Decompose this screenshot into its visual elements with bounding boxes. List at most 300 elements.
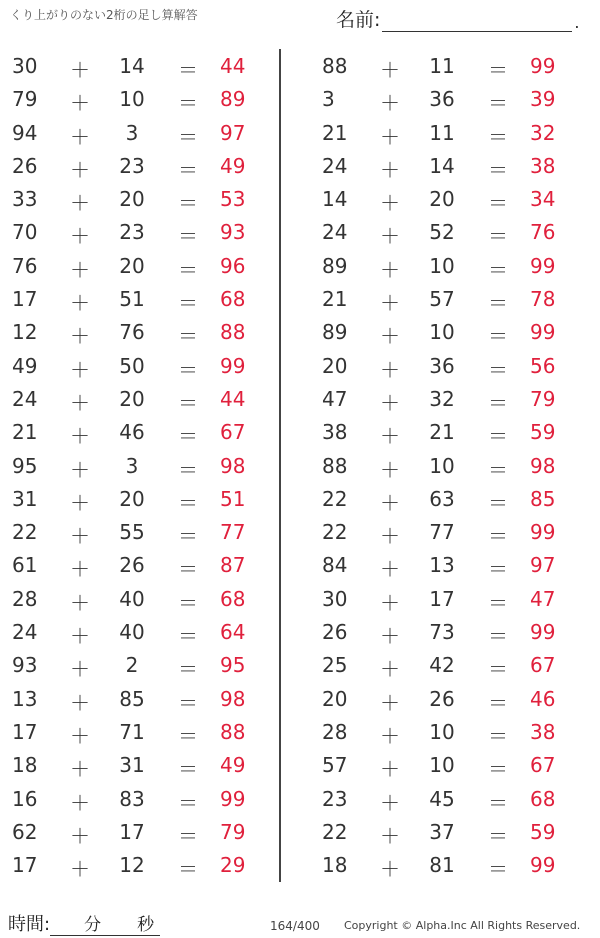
addend-a: 17 [12, 719, 38, 744]
problem-row [310, 83, 590, 116]
addend-a: 76 [12, 253, 38, 278]
answer: 44 [220, 54, 246, 78]
problem-row [0, 416, 280, 449]
answer: 47 [530, 586, 556, 611]
answer: 67 [530, 653, 556, 678]
addend-a: 21 [12, 420, 38, 445]
addend-a: 95 [12, 453, 38, 478]
problem-row [310, 183, 590, 216]
answer: 85 [530, 486, 556, 511]
addend-a: 28 [322, 719, 348, 744]
plus-sign: ＋ [70, 191, 90, 216]
addend-b: 21 [429, 420, 455, 445]
plus-sign: ＋ [70, 557, 90, 582]
addend-b: 37 [429, 819, 455, 844]
answer: 56 [530, 353, 556, 378]
time-label: 時間: [8, 914, 51, 935]
answer: 68 [220, 586, 246, 611]
addend-b: 20 [119, 486, 145, 511]
plus-sign: ＋ [70, 723, 90, 748]
answer: 99 [220, 353, 246, 378]
addend-a: 22 [322, 520, 348, 545]
addend-a: 24 [322, 153, 348, 178]
answer: 29 [220, 853, 246, 878]
plus-sign: ＋ [380, 457, 400, 482]
left-problem-column [0, 50, 280, 882]
addend-a: 33 [12, 187, 38, 212]
addend-b: 83 [119, 786, 145, 811]
addend-b: 11 [429, 54, 455, 78]
addend-b: 55 [119, 520, 145, 545]
plus-sign: ＋ [70, 124, 90, 149]
addend-b: 50 [119, 353, 145, 378]
addend-b: 20 [119, 386, 145, 411]
addend-a: 62 [12, 819, 38, 844]
time-field [8, 910, 160, 936]
problem-row [310, 50, 590, 83]
answer: 88 [220, 320, 246, 345]
answer: 34 [530, 187, 556, 212]
plus-sign: ＋ [380, 91, 400, 116]
addend-b: 3 [125, 120, 139, 145]
answer: 89 [220, 87, 246, 112]
addend-a: 47 [322, 386, 348, 411]
plus-sign: ＋ [70, 424, 90, 449]
answer: 59 [530, 819, 556, 844]
problem-row [0, 816, 280, 849]
equals-sign: ＝ [178, 390, 198, 415]
addend-a: 12 [12, 320, 38, 345]
equals-sign: ＝ [178, 757, 198, 782]
addend-a: 22 [322, 819, 348, 844]
addend-a: 20 [322, 686, 348, 711]
addend-a: 38 [322, 420, 348, 445]
equals-sign: ＝ [488, 357, 508, 382]
answer: 39 [530, 87, 556, 112]
worksheet-title: くり上がりのない2桁の足し算解答 [10, 8, 198, 22]
equals-sign: ＝ [178, 324, 198, 349]
addend-a: 23 [322, 786, 348, 811]
problem-row [310, 783, 590, 816]
answer: 59 [530, 420, 556, 445]
answer: 51 [220, 486, 246, 511]
plus-sign: ＋ [380, 624, 400, 649]
equals-sign: ＝ [178, 624, 198, 649]
plus-sign: ＋ [70, 390, 90, 415]
answer: 68 [530, 786, 556, 811]
problem-row [0, 316, 280, 349]
equals-sign: ＝ [488, 424, 508, 449]
addend-b: 31 [119, 753, 145, 778]
addend-b: 51 [119, 287, 145, 312]
problem-row [0, 616, 280, 649]
name-blank-line [382, 11, 572, 32]
problem-row [310, 316, 590, 349]
addend-a: 94 [12, 120, 38, 145]
problem-row [310, 683, 590, 716]
plus-sign: ＋ [70, 690, 90, 715]
plus-sign: ＋ [70, 490, 90, 515]
plus-sign: ＋ [70, 357, 90, 382]
answer: 97 [530, 553, 556, 578]
problem-row [310, 549, 590, 582]
equals-sign: ＝ [488, 857, 508, 882]
addend-b: 73 [429, 620, 455, 645]
equals-sign: ＝ [488, 624, 508, 649]
equals-sign: ＝ [178, 91, 198, 116]
addend-a: 21 [322, 287, 348, 312]
addend-a: 89 [322, 253, 348, 278]
answer: 44 [220, 386, 246, 411]
plus-sign: ＋ [380, 723, 400, 748]
addend-a: 26 [322, 620, 348, 645]
answer: 32 [530, 120, 556, 145]
problem-row [0, 483, 280, 516]
equals-sign: ＝ [488, 590, 508, 615]
equals-sign: ＝ [178, 590, 198, 615]
problem-row [310, 483, 590, 516]
answer: 49 [220, 753, 246, 778]
problem-row [310, 516, 590, 549]
addend-a: 22 [322, 486, 348, 511]
equals-sign: ＝ [488, 224, 508, 249]
addend-a: 26 [12, 153, 38, 178]
plus-sign: ＋ [70, 524, 90, 549]
plus-sign: ＋ [70, 757, 90, 782]
addend-a: 24 [12, 620, 38, 645]
answer: 95 [220, 653, 246, 678]
addend-a: 21 [322, 120, 348, 145]
equals-sign: ＝ [178, 657, 198, 682]
addend-a: 49 [12, 353, 38, 378]
answer: 99 [220, 786, 246, 811]
answer: 99 [530, 853, 556, 878]
addend-b: 11 [429, 120, 455, 145]
addend-a: 89 [322, 320, 348, 345]
equals-sign: ＝ [178, 191, 198, 216]
plus-sign: ＋ [70, 457, 90, 482]
addend-a: 30 [322, 586, 348, 611]
equals-sign: ＝ [488, 291, 508, 316]
equals-sign: ＝ [488, 657, 508, 682]
addend-b: 71 [119, 719, 145, 744]
answer: 79 [530, 386, 556, 411]
problem-row [0, 649, 280, 682]
problem-row [0, 350, 280, 383]
equals-sign: ＝ [178, 857, 198, 882]
plus-sign: ＋ [380, 257, 400, 282]
addend-a: 61 [12, 553, 38, 578]
problem-row [310, 216, 590, 249]
plus-sign: ＋ [380, 324, 400, 349]
addend-a: 17 [12, 287, 38, 312]
right-problem-column [310, 50, 590, 882]
answer: 99 [530, 320, 556, 345]
equals-sign: ＝ [488, 257, 508, 282]
plus-sign: ＋ [70, 157, 90, 182]
addend-b: 10 [429, 253, 455, 278]
equals-sign: ＝ [488, 490, 508, 515]
answer: 46 [530, 686, 556, 711]
addend-b: 20 [119, 253, 145, 278]
addend-b: 23 [119, 220, 145, 245]
addend-b: 77 [429, 520, 455, 545]
plus-sign: ＋ [70, 324, 90, 349]
plus-sign: ＋ [70, 91, 90, 116]
problem-row [0, 783, 280, 816]
problem-row [310, 283, 590, 316]
equals-sign: ＝ [488, 524, 508, 549]
equals-sign: ＝ [178, 157, 198, 182]
problem-row [310, 749, 590, 782]
answer: 96 [220, 253, 246, 278]
addend-b: 46 [119, 420, 145, 445]
addend-b: 26 [429, 686, 455, 711]
addend-a: 70 [12, 220, 38, 245]
equals-sign: ＝ [178, 524, 198, 549]
plus-sign: ＋ [380, 291, 400, 316]
addend-b: 17 [429, 586, 455, 611]
addend-b: 32 [429, 386, 455, 411]
name-label: 名前: [336, 9, 381, 31]
equals-sign: ＝ [488, 790, 508, 815]
plus-sign: ＋ [380, 424, 400, 449]
addend-a: 13 [12, 686, 38, 711]
problem-row [0, 216, 280, 249]
addend-b: 85 [119, 686, 145, 711]
answer: 99 [530, 520, 556, 545]
addend-a: 14 [322, 187, 348, 212]
addend-b: 12 [119, 853, 145, 878]
answer: 97 [220, 120, 246, 145]
answer: 98 [220, 686, 246, 711]
plus-sign: ＋ [380, 224, 400, 249]
equals-sign: ＝ [488, 823, 508, 848]
answer: 99 [530, 253, 556, 278]
problem-row [310, 583, 590, 616]
problem-row [0, 383, 280, 416]
plus-sign: ＋ [70, 291, 90, 316]
answer: 79 [220, 819, 246, 844]
problem-row [0, 50, 280, 83]
problem-row [310, 616, 590, 649]
equals-sign: ＝ [178, 357, 198, 382]
answer: 98 [220, 453, 246, 478]
answer: 78 [530, 287, 556, 312]
addend-b: 2 [125, 653, 139, 678]
answer: 38 [530, 719, 556, 744]
addend-b: 10 [119, 87, 145, 112]
addend-b: 40 [119, 620, 145, 645]
problem-row [310, 150, 590, 183]
answer: 68 [220, 287, 246, 312]
equals-sign: ＝ [488, 457, 508, 482]
addend-b: 13 [429, 553, 455, 578]
addend-b: 42 [429, 653, 455, 678]
addend-a: 22 [12, 520, 38, 545]
problem-row [310, 350, 590, 383]
addend-b: 40 [119, 586, 145, 611]
equals-sign: ＝ [178, 557, 198, 582]
addend-a: 25 [322, 653, 348, 678]
addend-a: 18 [322, 853, 348, 878]
plus-sign: ＋ [380, 490, 400, 515]
addend-b: 17 [119, 819, 145, 844]
plus-sign: ＋ [380, 157, 400, 182]
addend-b: 20 [119, 187, 145, 212]
answer: 88 [220, 719, 246, 744]
problem-row [310, 450, 590, 483]
plus-sign: ＋ [380, 790, 400, 815]
problem-row [0, 516, 280, 549]
problem-row [0, 250, 280, 283]
equals-sign: ＝ [488, 124, 508, 149]
minutes-label: 分 [84, 915, 102, 935]
problem-row [0, 683, 280, 716]
answer: 67 [220, 420, 246, 445]
equals-sign: ＝ [178, 124, 198, 149]
plus-sign: ＋ [70, 790, 90, 815]
problem-row [0, 450, 280, 483]
equals-sign: ＝ [178, 457, 198, 482]
equals-sign: ＝ [178, 490, 198, 515]
equals-sign: ＝ [178, 823, 198, 848]
name-dot: . [574, 13, 580, 32]
plus-sign: ＋ [380, 590, 400, 615]
seconds-label: 秒 [137, 915, 155, 935]
equals-sign: ＝ [488, 91, 508, 116]
addend-b: 52 [429, 220, 455, 245]
answer: 64 [220, 620, 246, 645]
addend-b: 20 [429, 187, 455, 212]
plus-sign: ＋ [70, 224, 90, 249]
addend-b: 10 [429, 753, 455, 778]
plus-sign: ＋ [380, 191, 400, 216]
time-blank [50, 910, 160, 936]
plus-sign: ＋ [380, 524, 400, 549]
plus-sign: ＋ [70, 857, 90, 882]
addend-a: 17 [12, 853, 38, 878]
addend-a: 88 [322, 54, 348, 78]
equals-sign: ＝ [488, 723, 508, 748]
problem-row [310, 649, 590, 682]
problem-row [310, 250, 590, 283]
addend-b: 63 [429, 486, 455, 511]
answer: 76 [530, 220, 556, 245]
addend-b: 57 [429, 287, 455, 312]
addend-b: 3 [125, 453, 139, 478]
plus-sign: ＋ [70, 823, 90, 848]
problem-row [0, 583, 280, 616]
plus-sign: ＋ [380, 357, 400, 382]
addend-a: 30 [12, 54, 38, 78]
equals-sign: ＝ [178, 224, 198, 249]
equals-sign: ＝ [488, 690, 508, 715]
plus-sign: ＋ [380, 657, 400, 682]
name-field [336, 5, 580, 32]
problem-row [310, 716, 590, 749]
answer: 53 [220, 187, 246, 212]
equals-sign: ＝ [488, 58, 508, 82]
problem-row [0, 83, 280, 116]
equals-sign: ＝ [488, 324, 508, 349]
problem-row [0, 183, 280, 216]
addend-a: 16 [12, 786, 38, 811]
answer: 99 [530, 54, 556, 78]
addend-b: 36 [429, 353, 455, 378]
answer: 98 [530, 453, 556, 478]
addend-b: 23 [119, 153, 145, 178]
plus-sign: ＋ [70, 58, 90, 82]
addend-b: 36 [429, 87, 455, 112]
addend-a: 79 [12, 87, 38, 112]
answer: 67 [530, 753, 556, 778]
addend-b: 81 [429, 853, 455, 878]
answer: 77 [220, 520, 246, 545]
equals-sign: ＝ [488, 157, 508, 182]
addend-a: 84 [322, 553, 348, 578]
problem-row [0, 549, 280, 582]
addend-a: 31 [12, 486, 38, 511]
equals-sign: ＝ [178, 291, 198, 316]
addend-a: 3 [322, 87, 335, 112]
problem-row [310, 383, 590, 416]
equals-sign: ＝ [488, 191, 508, 216]
problem-row [310, 416, 590, 449]
equals-sign: ＝ [488, 757, 508, 782]
plus-sign: ＋ [70, 624, 90, 649]
answer: 87 [220, 553, 246, 578]
plus-sign: ＋ [70, 657, 90, 682]
plus-sign: ＋ [380, 757, 400, 782]
plus-sign: ＋ [380, 823, 400, 848]
plus-sign: ＋ [70, 257, 90, 282]
equals-sign: ＝ [488, 390, 508, 415]
plus-sign: ＋ [380, 557, 400, 582]
addend-a: 93 [12, 653, 38, 678]
equals-sign: ＝ [178, 257, 198, 282]
addend-a: 18 [12, 753, 38, 778]
addend-b: 14 [119, 54, 145, 78]
plus-sign: ＋ [380, 58, 400, 82]
problem-row [0, 849, 280, 882]
plus-sign: ＋ [380, 390, 400, 415]
plus-sign: ＋ [380, 690, 400, 715]
addend-b: 14 [429, 153, 455, 178]
problem-row [0, 150, 280, 183]
addend-a: 20 [322, 353, 348, 378]
addend-a: 57 [322, 753, 348, 778]
problem-row [310, 849, 590, 882]
addend-b: 45 [429, 786, 455, 811]
addend-a: 24 [12, 386, 38, 411]
page-number: 164/400 [270, 919, 320, 933]
equals-sign: ＝ [178, 424, 198, 449]
plus-sign: ＋ [380, 857, 400, 882]
equals-sign: ＝ [178, 723, 198, 748]
addend-b: 10 [429, 719, 455, 744]
addend-b: 10 [429, 453, 455, 478]
equals-sign: ＝ [178, 790, 198, 815]
copyright-text: Copyright © Alpha.Inc All Rights Reserved. [344, 919, 581, 932]
answer: 93 [220, 220, 246, 245]
addend-b: 10 [429, 320, 455, 345]
addend-a: 28 [12, 586, 38, 611]
plus-sign: ＋ [70, 590, 90, 615]
plus-sign: ＋ [380, 124, 400, 149]
answer: 49 [220, 153, 246, 178]
problem-row [0, 117, 280, 150]
